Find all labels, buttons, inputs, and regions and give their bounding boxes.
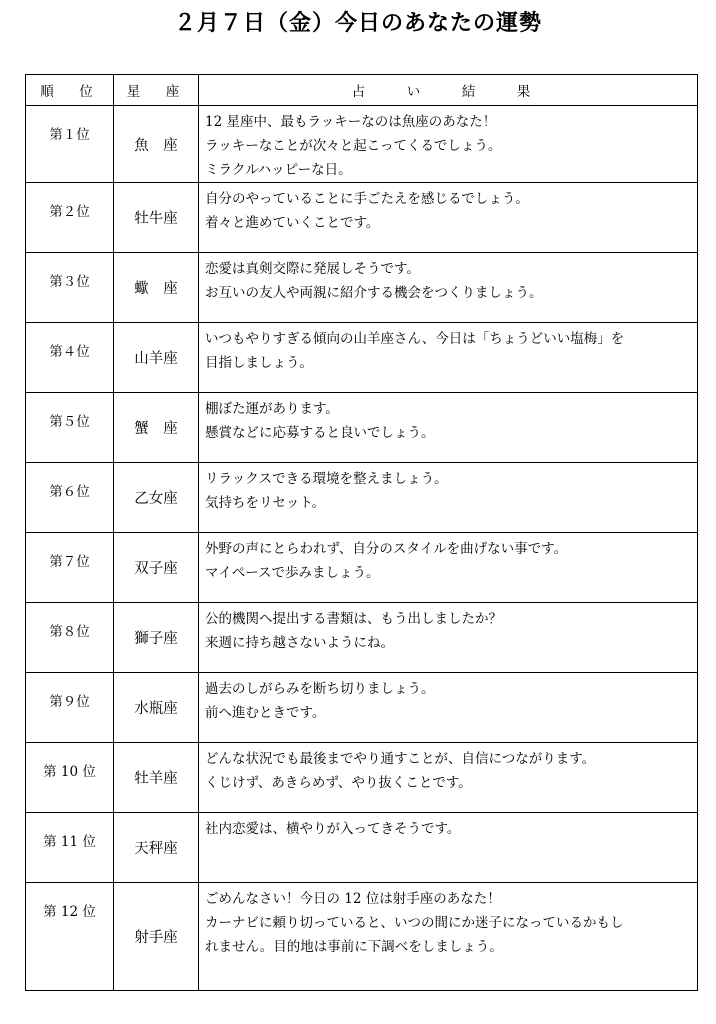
page-title: ２月７日（金）今日のあなたの運勢 bbox=[173, 10, 542, 36]
result-line: 着々と進めていくことです。 bbox=[205, 215, 380, 231]
rank-cell: 第９位 bbox=[26, 673, 114, 743]
result-line: 目指しましょう。 bbox=[205, 355, 313, 371]
result-line: マイペースで歩みましょう。 bbox=[205, 565, 380, 581]
result-line: 12 星座中、最もラッキーなのは魚座のあなた！ bbox=[205, 114, 497, 130]
result-cell bbox=[199, 743, 698, 813]
sign-cell: 山羊座 bbox=[114, 323, 199, 393]
result-line: いつもやりすぎる傾向の山羊座さん、今日は「ちょうどいい塩梅」を bbox=[205, 331, 625, 347]
rank-cell: 第４位 bbox=[26, 323, 114, 393]
rank-cell: 第６位 bbox=[26, 463, 114, 533]
result-line: 前へ進むときです。 bbox=[205, 705, 326, 721]
result-cell bbox=[199, 393, 698, 463]
header-sign: 星 座 bbox=[114, 75, 199, 106]
header-rank: 順 位 bbox=[26, 75, 114, 106]
result-cell bbox=[199, 463, 698, 533]
result-cell bbox=[199, 883, 698, 991]
table-row bbox=[26, 323, 698, 393]
sign-cell: 天秤座 bbox=[114, 813, 199, 883]
table-row bbox=[26, 393, 698, 463]
result-cell bbox=[199, 673, 698, 743]
table-row bbox=[26, 743, 698, 813]
result-line: 過去のしがらみを断ち切りましょう。 bbox=[205, 681, 435, 697]
result-line: 社内恋愛は、横やりが入ってきそうです。 bbox=[205, 821, 461, 837]
result-line: どんな状況でも最後までやり通すことが、自信につながります。 bbox=[205, 751, 596, 767]
rank-cell: 第３位 bbox=[26, 253, 114, 323]
result-line: 恋愛は真剣交際に発展しそうです。 bbox=[205, 261, 420, 277]
rank-cell: 第５位 bbox=[26, 393, 114, 463]
sign-cell: 牡羊座 bbox=[114, 743, 199, 813]
result-cell bbox=[199, 253, 698, 323]
table-row bbox=[26, 883, 698, 991]
result-cell bbox=[199, 533, 698, 603]
rank-cell: 第 12 位 bbox=[26, 883, 114, 991]
table-row bbox=[26, 183, 698, 253]
table-row bbox=[26, 813, 698, 883]
rank-cell: 第 11 位 bbox=[26, 813, 114, 883]
rank-cell: 第２位 bbox=[26, 183, 114, 253]
rank-cell: 第 10 位 bbox=[26, 743, 114, 813]
table-row bbox=[26, 463, 698, 533]
sign-cell: 獅子座 bbox=[114, 603, 199, 673]
result-line: ラッキーなことが次々と起こってくるでしょう。 bbox=[205, 138, 502, 154]
result-line: お互いの友人や両親に紹介する機会をつくりましょう。 bbox=[205, 285, 543, 301]
result-line: 自分のやっていることに手ごたえを感じるでしょう。 bbox=[205, 191, 529, 207]
result-cell bbox=[199, 323, 698, 393]
sign-cell: 射手座 bbox=[114, 883, 199, 991]
result-line: 棚ぼた運があります。 bbox=[205, 401, 339, 417]
table-row bbox=[26, 673, 698, 743]
table-row bbox=[26, 253, 698, 323]
sign-cell: 乙女座 bbox=[114, 463, 199, 533]
table-row bbox=[26, 106, 698, 183]
result-line: れません。目的地は事前に下調べをしましょう。 bbox=[205, 939, 503, 955]
table-row bbox=[26, 533, 698, 603]
sign-cell: 双子座 bbox=[114, 533, 199, 603]
result-line: くじけず、あきらめず、やり抜くことです。 bbox=[205, 775, 472, 791]
result-cell bbox=[199, 603, 698, 673]
result-line: 公的機関へ提出する書類は、もう出しましたか？ bbox=[205, 611, 502, 627]
sign-cell: 水瓶座 bbox=[114, 673, 199, 743]
result-line: ごめんなさい！今日の 12 位は射手座のあなた！ bbox=[205, 891, 501, 907]
header-row bbox=[26, 75, 698, 106]
result-line: 懸賞などに応募すると良いでしょう。 bbox=[205, 425, 435, 441]
result-cell bbox=[199, 106, 698, 183]
result-line: 気持ちをリセット。 bbox=[205, 495, 326, 511]
result-line: リラックスできる環境を整えましょう。 bbox=[205, 471, 448, 487]
rank-cell: 第８位 bbox=[26, 603, 114, 673]
table-row bbox=[26, 603, 698, 673]
sign-cell: 蟹 座 bbox=[114, 393, 199, 463]
rank-cell: 第７位 bbox=[26, 533, 114, 603]
sign-cell: 蠍 座 bbox=[114, 253, 199, 323]
result-line: ミラクルハッピーな日。 bbox=[205, 162, 352, 178]
result-line: 外野の声にとらわれず、自分のスタイルを曲げない事です。 bbox=[205, 541, 568, 557]
result-line: カーナビに頼り切っていると、いつの間にか迷子になっているかもし bbox=[205, 915, 624, 931]
result-line: 来週に持ち越さないようにね。 bbox=[205, 635, 394, 651]
sign-cell: 牡牛座 bbox=[114, 183, 199, 253]
sign-cell: 魚 座 bbox=[114, 106, 199, 183]
rank-cell: 第１位 bbox=[26, 106, 114, 183]
header-result: 占 い 結 果 bbox=[199, 75, 698, 106]
result-cell bbox=[199, 183, 698, 253]
result-cell bbox=[199, 813, 698, 883]
fortune-table bbox=[25, 74, 698, 991]
